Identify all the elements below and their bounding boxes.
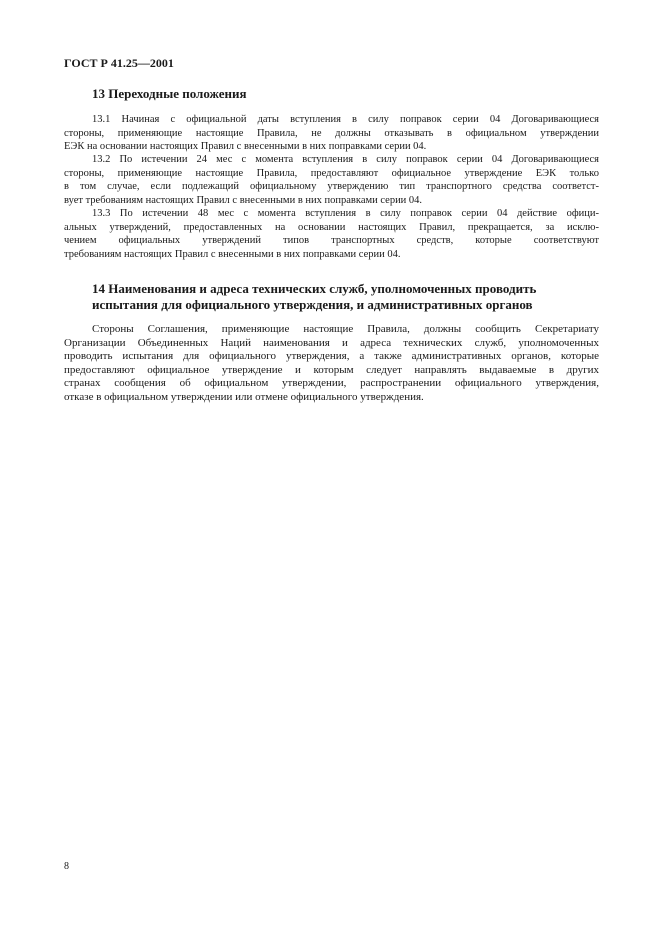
text-line: проводить испытания для официального утверждения, а также административных органов, которые [64, 350, 599, 362]
document-header: ГОСТ Р 41.25—2001 [64, 56, 174, 70]
text-line: чением официальных утверждений типов транспортных средств, которые соответствуют [64, 235, 599, 246]
section-14-title-line-2: испытания для официального утверждения, и административных органов [92, 297, 533, 312]
page-number: 8 [64, 861, 69, 872]
text-line: в том случае, если подлежащий официальному утверждению тип транспортного средства соответст- [64, 181, 599, 192]
paragraph-13-3 [64, 207, 599, 261]
text-line: отказе в официальном утверждении или отмене официального утверждения. [64, 390, 424, 403]
text-line: стороны, применяющие настоящие Правила, не должны отказывать в официальном утверждении [64, 127, 599, 139]
paragraph-13-2 [64, 153, 599, 207]
text-line: 13.3 По истечении 48 мес с момента вступления в силу поправок серии 04 действие офици- [92, 208, 599, 219]
text-line: странах сообщения об официальном утверждении, распространении официального утверждения, [64, 377, 599, 389]
section-14-title-line-1: 14 Наименования и адреса технических служб, уполномоченных проводить [92, 281, 537, 296]
section-14-title [92, 281, 592, 313]
text-line: Организации Объединенных Наций наименования и адреса технических служб, уполномоченных [64, 336, 599, 349]
section-13-title: 13 Переходные положения [92, 86, 247, 101]
text-line: 13.1 Начиная с официальной даты вступления в силу поправок серии 04 Договаривающиеся [92, 114, 599, 125]
text-line: требованиям настоящих Правил с внесенными в них поправками серии 04. [64, 248, 401, 260]
text-line: ЕЭК на основании настоящих Правил с внесенными в них поправками серии 04. [64, 141, 427, 152]
text-line: вует требованиям настоящих Правил с внесенными в них поправками серии 04. [64, 194, 423, 206]
text-line: предоставляют официальное утверждение и которым следует направлять выдаваемые в других [64, 363, 599, 376]
paragraph-14 [64, 323, 599, 404]
text-line: Стороны Соглашения, применяющие настоящие Правила, должны сообщить Секретариату [92, 323, 599, 335]
paragraph-13-1 [64, 113, 599, 154]
text-line: стороны, применяющие настоящие Правила, предоставляют официальное утверждение ЕЭК только [64, 167, 599, 179]
text-line: 13.2 По истечении 24 мес с момента вступления в силу поправок серии 04 Договаривающиеся [92, 154, 599, 165]
text-line: альных утверждений, предоставленных на основании настоящих Правил, прекращается, за исклю- [64, 221, 599, 233]
